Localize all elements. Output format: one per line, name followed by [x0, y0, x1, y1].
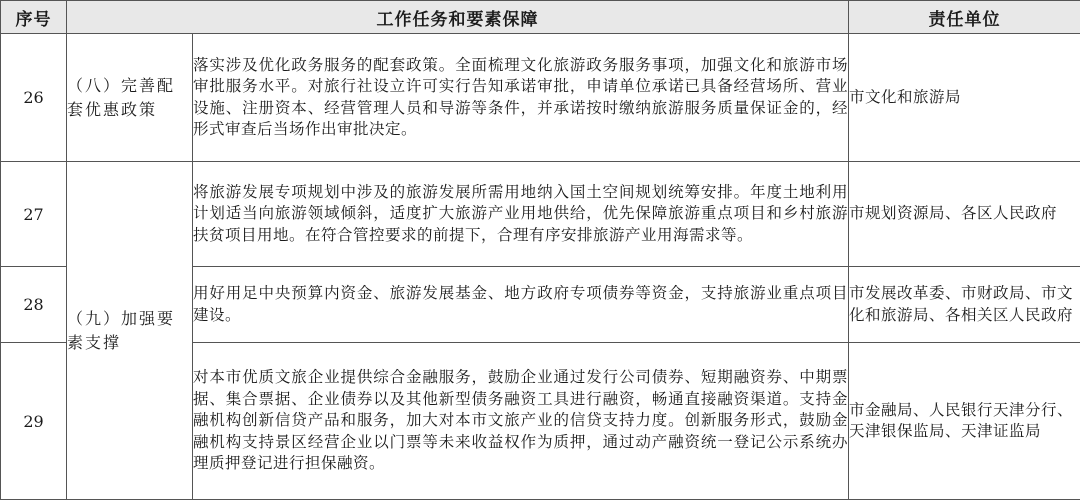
responsible-unit-cell: 市文化和旅游局	[849, 34, 1080, 162]
responsible-unit-cell: 市发展改革委、市财政局、市文化和旅游局、各相关区人民政府	[849, 267, 1080, 343]
row-number: 29	[1, 343, 67, 500]
table-row	[1, 34, 1080, 162]
task-cell: 对本市优质文旅企业提供综合金融服务，鼓励企业通过发行公司债券、短期融资券、中期票据、集合票据、企业债券以及其他新型债务融资工具进行融资，畅通直接融资渠道。支持金融机构创新信贷产品和服务，加大对本市文旅产业的信贷支持力度。创新服务形式，鼓励金融机构支持景区经营企业以门票等未来收益权作为质押，通过动产融资统一登记公示系统办理质押登记进行担保融资。	[193, 343, 849, 500]
table-row	[1, 162, 1080, 267]
category-cell: （八）完善配套优惠政策	[67, 34, 193, 162]
responsible-unit-cell: 市规划资源局、各区人民政府	[849, 162, 1080, 267]
category-cell: （九）加强要素支撑	[67, 162, 193, 500]
responsible-unit-cell: 市金融局、人民银行天津分行、天津银保监局、天津证监局	[849, 343, 1080, 500]
row-number: 27	[1, 162, 67, 267]
header-serial-number: 序号	[1, 1, 67, 34]
task-cell: 将旅游发展专项规划中涉及的旅游发展所需用地纳入国土空间规划统筹安排。年度土地利用计划适当向旅游领域倾斜，适度扩大旅游产业用地供给，优先保障旅游重点项目和乡村旅游扶贫项目用地。在符合管控要求的前提下，合理有序安排旅游产业用海需求等。	[193, 162, 849, 267]
row-number: 26	[1, 34, 67, 162]
header-responsible-unit: 责任单位	[849, 1, 1080, 34]
row-number: 28	[1, 267, 67, 343]
header-task: 工作任务和要素保障	[67, 1, 849, 34]
task-cell: 用好用足中央预算内资金、旅游发展基金、地方政府专项债券等资金，支持旅游业重点项目建设。	[193, 267, 849, 343]
task-cell: 落实涉及优化政务服务的配套政策。全面梳理文化旅游政务服务事项，加强文化和旅游市场审批服务水平。对旅行社设立许可实行告知承诺审批，申请单位承诺已具备经营场所、营业设施、注册资本、经营管理人员和导游等条件，并承诺按时缴纳旅游服务质量保证金的，经形式审查后当场作出审批决定。	[193, 34, 849, 162]
table-header-row	[1, 1, 1080, 34]
